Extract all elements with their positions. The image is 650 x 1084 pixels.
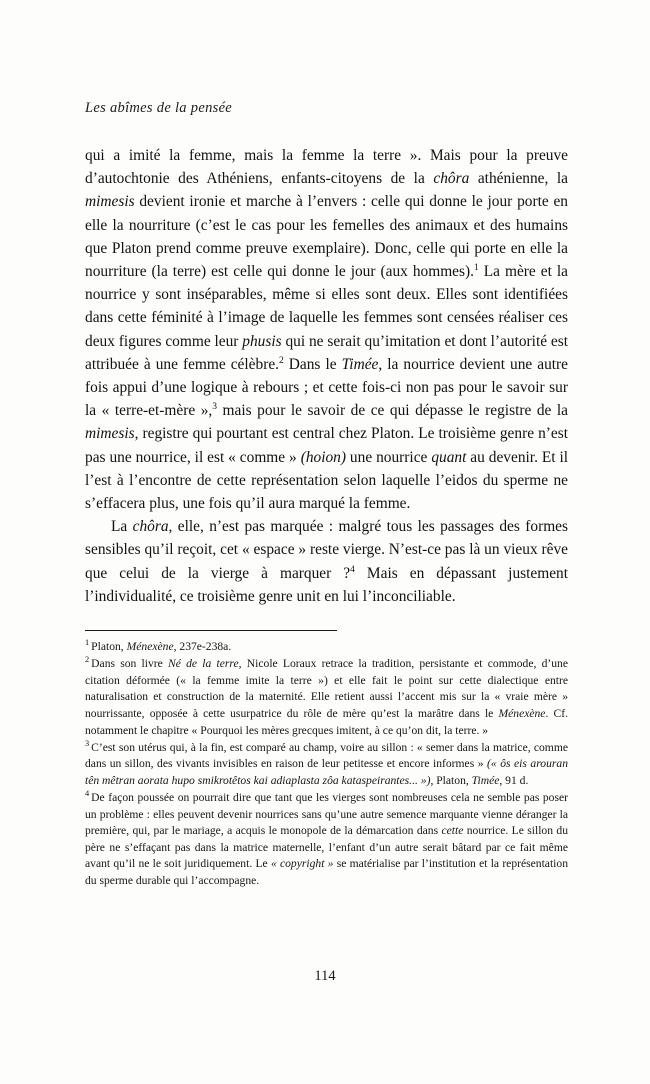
italic-run: cette xyxy=(441,824,464,838)
italic-run: phusis xyxy=(242,332,282,350)
italic-run: mimesis xyxy=(85,425,135,443)
footnote-reference: 1 xyxy=(473,261,479,273)
italic-run: Ménexène xyxy=(126,640,174,654)
italic-run: chôra xyxy=(132,518,169,536)
text-run: La xyxy=(111,518,133,536)
footnote-marker: 1 xyxy=(85,638,90,648)
text-run: . Cf. notamment le chapitre « Pourquoi les mères grecques imitent, à ce qu’on dit, la terre. » xyxy=(85,706,568,737)
body-paragraph xyxy=(85,515,568,608)
text-run: mais pour le savoir de ce qui dépasse le registre de la xyxy=(217,402,568,420)
text-run: , Nicole Loraux retrace la tradition, persistante et commode, d’une citation déformée (« la femme imite la terre ») et elle fait le point sur cette dialectique entre naturalisation et construction de la maternité. Elle retient aussi l’accent mis sur la « vraie mère » nourrissante, opposée à cette usurpatrice du rôle de mère qu’est la marâtre dans le xyxy=(85,657,568,720)
italic-run: mimesis xyxy=(85,193,135,211)
body-text xyxy=(85,144,568,608)
footnote-marker: 2 xyxy=(85,655,90,665)
text-run: qui ne serait qu’imitation et dont l’autorité est attribuée à une femme célèbre. xyxy=(85,332,568,373)
page-content xyxy=(85,0,568,890)
text-run: , 91 d. xyxy=(499,773,529,787)
text-run: Dans le xyxy=(283,355,342,373)
body-paragraph xyxy=(85,144,568,515)
running-head: Les abîmes de la pensée xyxy=(85,100,233,116)
footnote-item xyxy=(85,740,568,790)
text-run: nourrice. Le sillon du père ne s’effaçant pas dans la matrice maternelle, l’enfant d’un autre serait bâtard par ce fait même avant qu’il ne le soit juridiquement. Le xyxy=(85,824,568,871)
text-run: , Platon, xyxy=(430,773,472,787)
text-run: De façon poussée on pourrait dire que tant que les vierges sont nombreuses cela ne semble pas poser un problème : elles peuvent devenir nourrices sans qu’une autre semence marquante vienne déranger la première, qui, par le mariage, a acquis le monopole de la démarcation dans xyxy=(85,790,568,838)
footnote-item xyxy=(85,656,568,739)
text-run: au devenir. Et il l’est à l’encontre de cette représentation selon laquelle l’eidos du sperme ne s’effacera plus, une fois qu’il aura marqué la femme. xyxy=(85,448,569,513)
italic-run: (« ôs eis arouran tên mêtran aorata hupo smikrotêtos kai adiaplasta zôa kataspeirantes... ») xyxy=(85,757,568,787)
text-run: athénienne, la xyxy=(469,170,568,188)
footnote-reference: 4 xyxy=(350,563,355,575)
text-run: , 237e-238a. xyxy=(173,640,232,654)
text-run: , registre qui pourtant est central chez Platon. Le troisième genre n’est pas une nourrice, il est « comme » xyxy=(85,425,568,466)
italic-run: (hoion) xyxy=(300,448,346,466)
text-run: une nourrice xyxy=(346,448,432,466)
text-run: devient ironie et marche à l’envers : celle qui donne le jour porte en elle la nourriture (c’est le cas pour les femelles des animaux et des humains que Platon prend comme preuve exemplaire). Donc, celle qui porte en elle la nourriture (la terre) est celle qui donne le jour (aux hommes). xyxy=(85,193,568,281)
text-run: , elle, n’est pas marquée : malgré tous les passages des formes sensibles qu’il reçoit, cet « espace » reste vierge. N’est-ce pas là un vieux rêve que celui de la vierge à marquer ? xyxy=(85,518,568,582)
italic-run: Timée xyxy=(341,355,379,373)
text-run: , la nourrice devient une autre fois appui d’une logique à rebours ; et cette fois-ci non pas pour le savoir sur la « terre-et-mère », xyxy=(85,355,569,420)
italic-run: Ménexène xyxy=(498,706,546,720)
footnote-item xyxy=(85,639,568,656)
text-run: Dans son livre xyxy=(91,657,169,671)
text-run: qui a imité la femme, mais la femme la terre ». Mais pour la preuve d’autochtonie des Athéniens, enfants-citoyens de la xyxy=(85,147,568,188)
italic-run: quant xyxy=(431,448,467,466)
text-run: se matérialise par l’institution et la représentation du sperme durable qui l’accompagne. xyxy=(85,857,568,887)
footnotes-block xyxy=(85,639,568,889)
italic-run: « copyright » xyxy=(270,857,334,871)
page-number: 114 xyxy=(314,968,336,984)
italic-run: Timée xyxy=(471,773,500,787)
footnote-reference: 2 xyxy=(279,354,284,366)
italic-run: chôra xyxy=(433,170,470,188)
footnote-separator-rule xyxy=(85,630,337,631)
footnote-marker: 4 xyxy=(85,789,90,799)
footnote-item xyxy=(85,790,568,890)
italic-run: Né de la terre xyxy=(168,657,239,671)
text-run: Platon, xyxy=(91,640,127,654)
text-run: Mais en dépassant justement l’individualité, ce troisième genre unit en lui l’inconciliable. xyxy=(85,564,569,605)
text-run: La mère et la nourrice y sont inséparables, même si elles sont deux. Elles sont identifiées dans cette féminité à l’image de laquelle les femmes sont censées réaliser ces deux figures comme leur xyxy=(85,263,568,350)
text-run: C’est son utérus qui, à la fin, est comparé au champ, voire au sillon : « semer dans la matrice, comme dans un sillon, des vivants invisibles en raison de leur petitesse et encore informes » xyxy=(85,740,568,771)
footnote-marker: 3 xyxy=(85,738,90,748)
footnote-reference: 3 xyxy=(212,401,218,413)
